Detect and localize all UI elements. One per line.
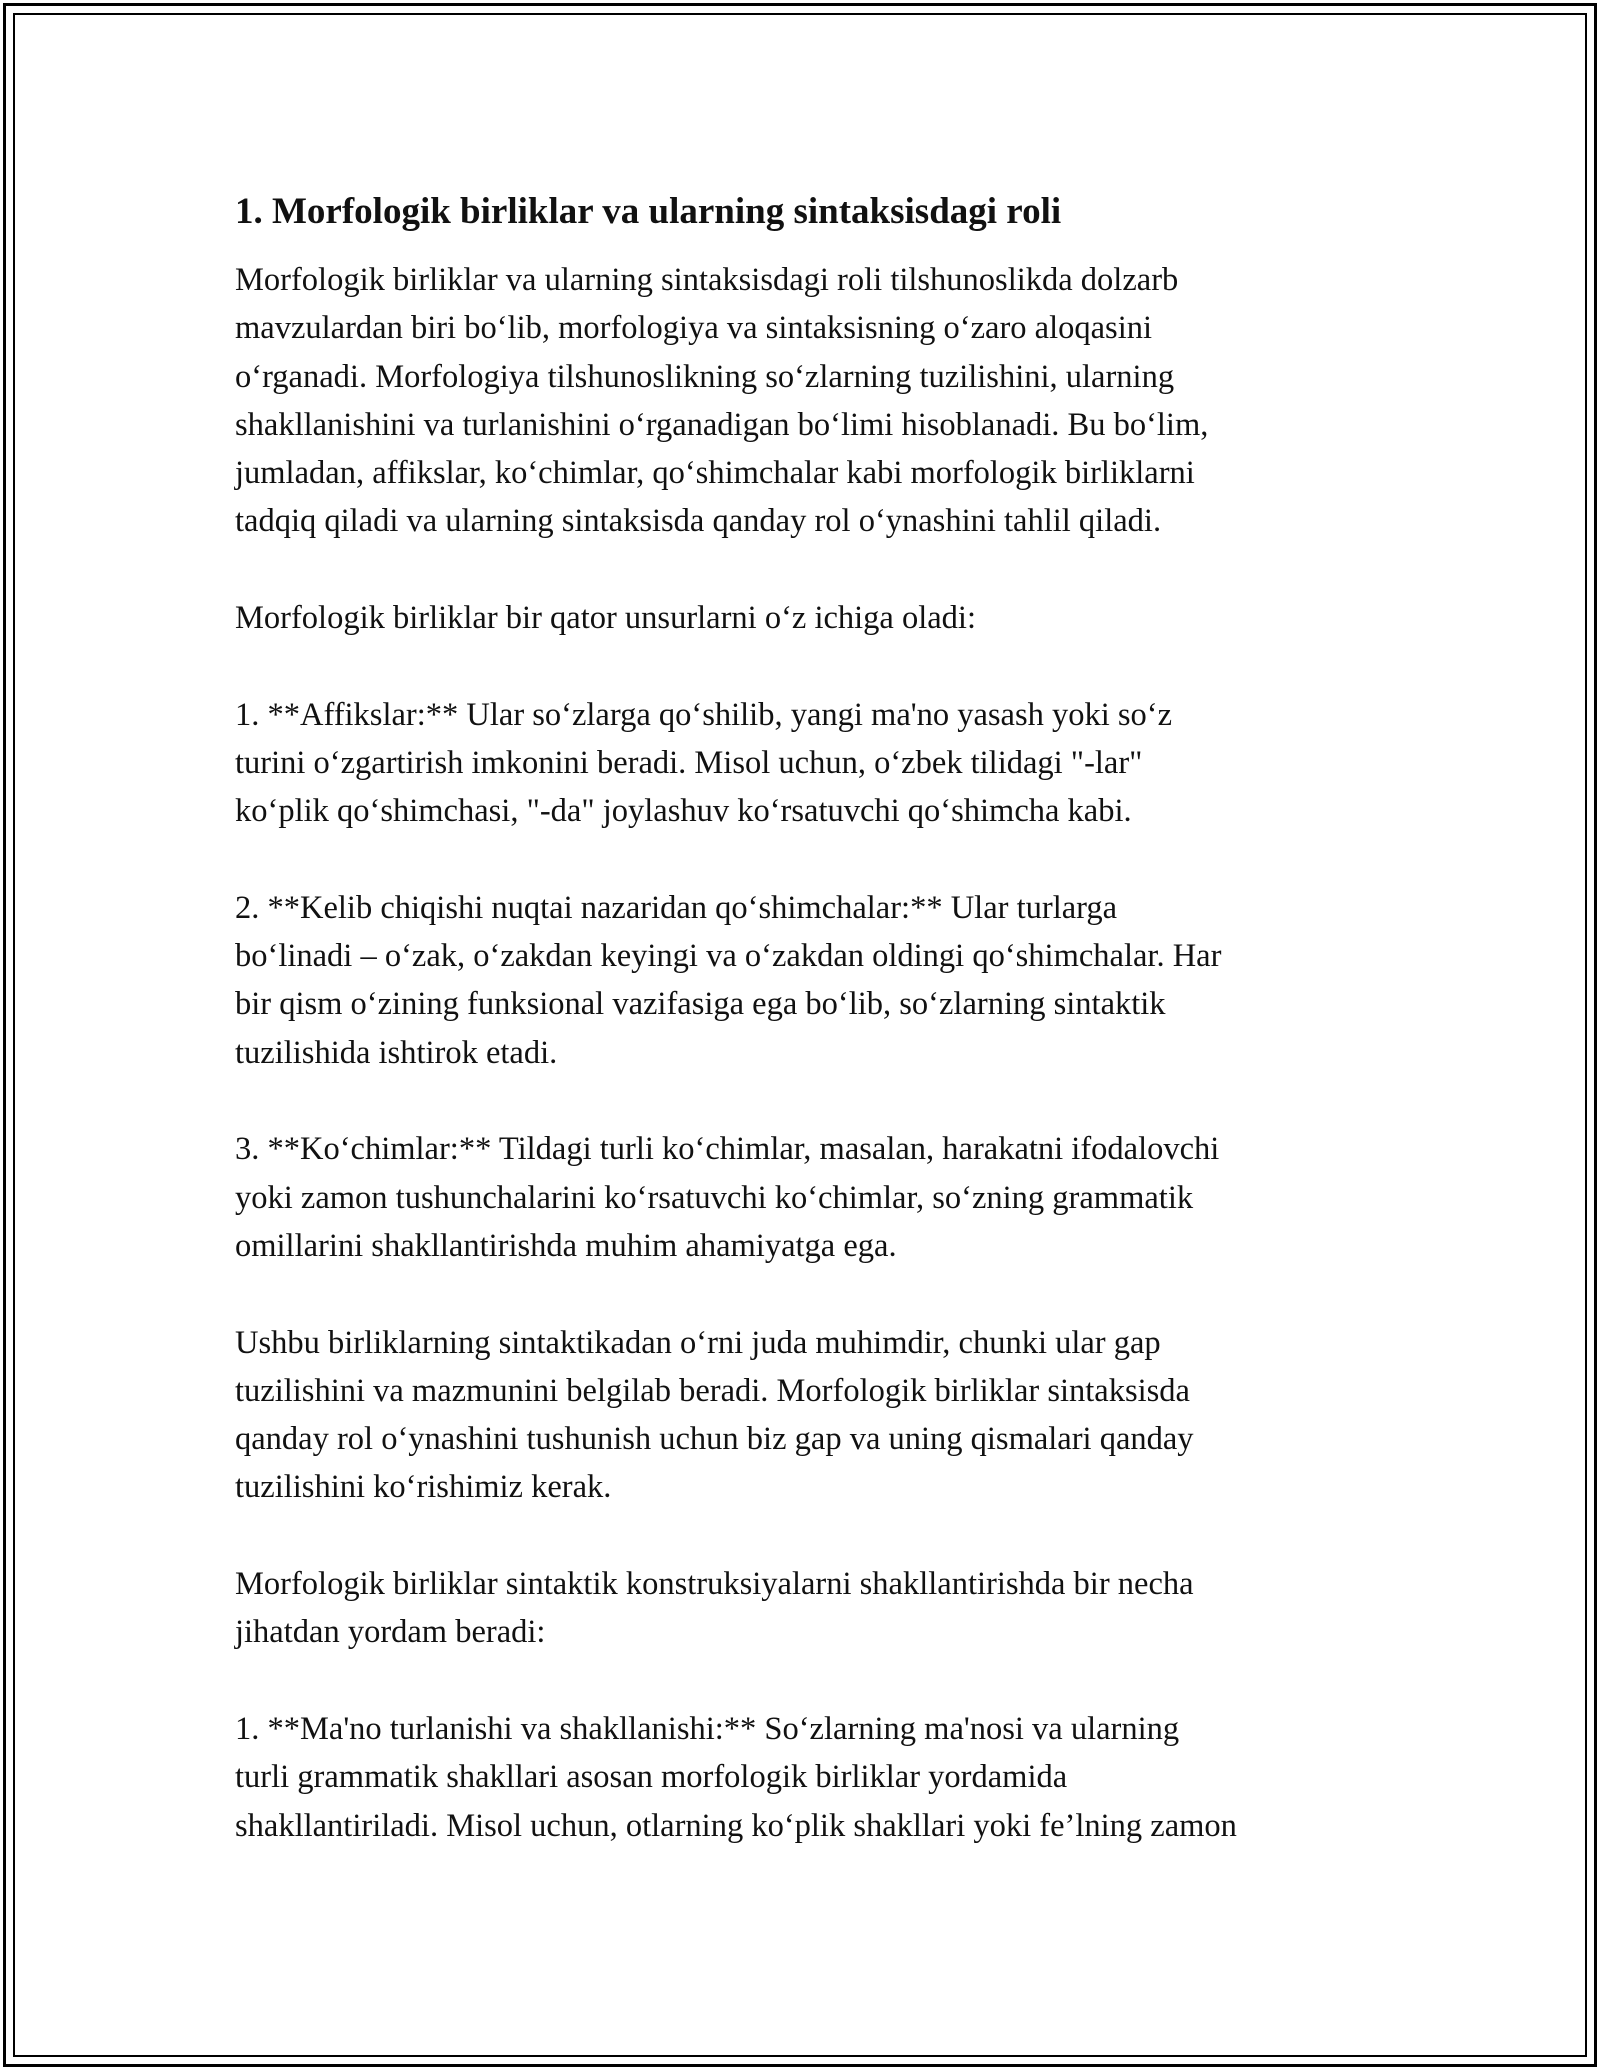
text-line: bir qism o‘zining funksional vazifasiga ega bo‘lib, so‘zlarning sintaktik: [235, 986, 1166, 1023]
text-line: jihatdan yordam beradi:: [235, 1614, 546, 1651]
paragraph-syntax-role: [235, 1319, 1365, 1512]
text-line: 1. **Ma'no turlanishi va shakllanishi:** So‘zlarning ma'nosi va ularning: [235, 1710, 1180, 1747]
paragraph-constructions: [235, 1560, 1365, 1657]
text-line: Morfologik birliklar bir qator unsurlarni o‘z ichiga oladi:: [235, 600, 976, 637]
text-line: ko‘plik qo‘shimchasi, "-da" joylashuv ko‘rsatuvchi qo‘shimcha kabi.: [235, 793, 1132, 830]
list-item-affixes: [235, 691, 1365, 836]
text-line: jumladan, affikslar, ko‘chimlar, qo‘shimchalar kabi morfologik birliklarni: [235, 455, 1195, 492]
section-heading: 1. Morfologik birliklar va ularning sintaksisdagi roli: [235, 191, 1062, 232]
text-line: shakllantiriladi. Misol uchun, otlarning ko‘plik shakllari yoki fe’lning zamon: [235, 1807, 1237, 1844]
text-line: tadqiq qiladi va ularning sintaksisda qanday rol o‘ynashini tahlil qiladi.: [235, 503, 1162, 540]
text-line: mavzulardan biri bo‘lib, morfologiya va sintaksisning o‘zaro aloqasini: [235, 310, 1152, 347]
text-line: turini o‘zgartirish imkonini beradi. Misol uchun, o‘zbek tilidagi "-lar": [235, 744, 1143, 781]
text-line: bo‘linadi – o‘zak, o‘zakdan keyingi va o‘zakdan oldingi qo‘shimchalar. Har: [235, 938, 1222, 975]
text-line: yoki zamon tushunchalarini ko‘rsatuvchi ko‘chimlar, so‘zning grammatik: [235, 1179, 1194, 1216]
text-line: 2. **Kelib chiqishi nuqtai nazaridan qo‘shimchalar:** Ular turlarga: [235, 889, 1118, 926]
text-line: Morfologik birliklar va ularning sintaksisdagi roli tilshunoslikda dolzarb: [235, 262, 1179, 298]
list-item-kochimlar: [235, 1125, 1365, 1270]
text-line: shakllanishini va turlanishini o‘rganadigan bo‘limi hisoblanadi. Bu bo‘lim,: [235, 406, 1209, 443]
text-line: tuzilishida ishtirok etadi.: [235, 1034, 558, 1071]
text-line: omillarini shakllantirishda muhim ahamiyatga ega.: [235, 1227, 897, 1264]
text-line: tuzilishini ko‘rishimiz kerak.: [235, 1469, 612, 1506]
paragraph-intro: [235, 256, 1365, 546]
text-line: Morfologik birliklar sintaktik konstruksiyalarni shakllantirishda bir necha: [235, 1566, 1194, 1603]
text-line: 3. **Ko‘chimlar:** Tildagi turli ko‘chimlar, masalan, harakatni ifodalovchi: [235, 1131, 1220, 1168]
text-line: Ushbu birliklarning sintaktikadan o‘rni juda muhimdir, chunki ular gap: [235, 1324, 1161, 1361]
text-line: qanday rol o‘ynashini tushunish uchun biz gap va uning qismalari qanday: [235, 1421, 1194, 1458]
text-line: 1. **Affikslar:** Ular so‘zlarga qo‘shilib, yangi ma'no yasash yoki so‘z: [235, 696, 1173, 733]
text-line: tuzilishini va mazmunini belgilab beradi. Morfologik birliklar sintaksisda: [235, 1372, 1190, 1409]
list-item-suffixes: [235, 884, 1365, 1077]
paragraph-list-intro: [235, 594, 1365, 642]
document-body: [235, 188, 1365, 1898]
text-line: turli grammatik shakllari asosan morfologik birliklar yordamida: [235, 1759, 1068, 1796]
list-item-meaning: [235, 1705, 1365, 1850]
text-line: o‘rganadi. Morfologiya tilshunoslikning so‘zlarning tuzilishini, ularning: [235, 358, 1175, 395]
